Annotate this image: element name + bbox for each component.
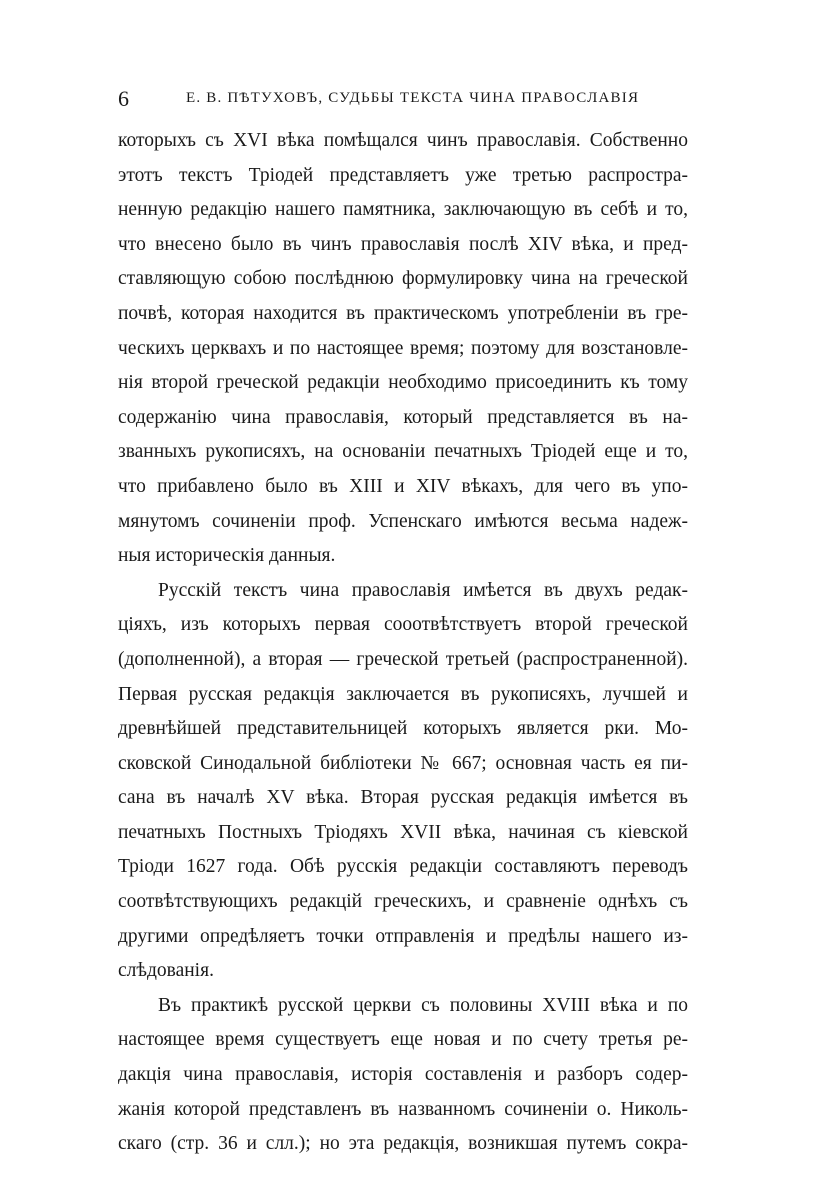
text-line: мянутомъ сочиненіи проф. Успенскаго имѣются весьма надеж- (118, 510, 688, 532)
text-line: соотвѣтствующихъ редакцій греческихъ, и сравненіе однѣхъ съ (118, 891, 688, 913)
text-line: сана въ началѣ XV вѣка. Вторая русская редакція имѣется въ (118, 787, 688, 809)
text-line: слѣдованія. (118, 960, 214, 982)
running-head: Е. В. ПѢТУХОВЪ, СУДЬБЫ ТЕКСТА ЧИНА ПРАВОСЛАВІЯ (186, 90, 640, 106)
text-line: печатныхъ Постныхъ Тріодяхъ XVII вѣка, начиная съ кіевской (118, 821, 688, 843)
text-line: настоящее время существуетъ еще новая и по счету третья ре- (118, 1029, 688, 1051)
text-line: ціяхъ, изъ которыхъ первая сооотвѣтствуетъ второй греческой (118, 614, 688, 636)
text-line: Первая русская редакція заключается въ рукописяхъ, лучшей и (118, 683, 688, 705)
page-number: 6 (118, 86, 129, 111)
text-line: жанія которой представленъ въ названномъ сочиненіи о. Николь- (118, 1098, 688, 1120)
text-line: ческихъ церквахъ и по настоящее время; поэтому для возстановле- (118, 337, 688, 359)
text-line: которыхъ съ XVI вѣка помѣщался чинъ православія. Собственно (118, 130, 688, 151)
text-line: скаго (стр. 36 и слл.); но эта редакція, возникшая путемъ сокра- (118, 1133, 688, 1155)
text-line: (дополненной), а вторая — греческой третьей (распространенной). (118, 648, 688, 670)
text-line: Русскій текстъ чина православія имѣется въ двухъ редак- (158, 579, 688, 601)
page-header (118, 86, 688, 114)
text-line: что прибавлено было въ XIII и XIV вѣкахъ, для чего въ упо- (118, 475, 688, 497)
text-line: сковской Синодальной библіотеки № 667; основная часть ея пи- (118, 752, 688, 774)
text-line: званныхъ рукописяхъ, на основаніи печатныхъ Тріодей еще и то, (118, 441, 688, 463)
text-line: ненную редакцію нашего памятника, заключающую въ себѣ и то, (118, 199, 688, 221)
text-line: почвѣ, которая находится въ практическомъ употребленіи въ гре- (118, 302, 688, 324)
text-line: этотъ текстъ Тріодей представляетъ уже третью распростра- (118, 164, 688, 186)
body-text (118, 124, 688, 1162)
text-line: что внесено было въ чинъ православія послѣ XIV вѣка, и пред- (118, 233, 688, 255)
text-line: нія второй греческой редакціи необходимо присоединить къ тому (118, 372, 688, 394)
text-line: другими опредѣляетъ точки отправленія и предѣлы нашего из- (118, 925, 688, 947)
text-line: Въ практикѣ русской церкви съ половины XVIII вѣка и по (158, 994, 688, 1016)
paragraph-2 (118, 574, 688, 989)
text-line: древнѣйшей представительницей которыхъ является рки. Мо- (118, 718, 688, 740)
paragraph-1 (118, 124, 688, 574)
text-line: Тріоди 1627 года. Обѣ русскія редакціи составляютъ переводъ (118, 856, 688, 878)
text-line: содержанію чина православія, который представляется въ на- (118, 406, 688, 428)
text-line: ставляющую собою послѣднюю формулировку чина на греческой (118, 268, 688, 290)
paragraph-3 (118, 989, 688, 1162)
text-line: дакція чина православія, исторія составленія и разборъ содер- (118, 1064, 688, 1086)
text-line: ныя историческія данныя. (118, 545, 336, 567)
